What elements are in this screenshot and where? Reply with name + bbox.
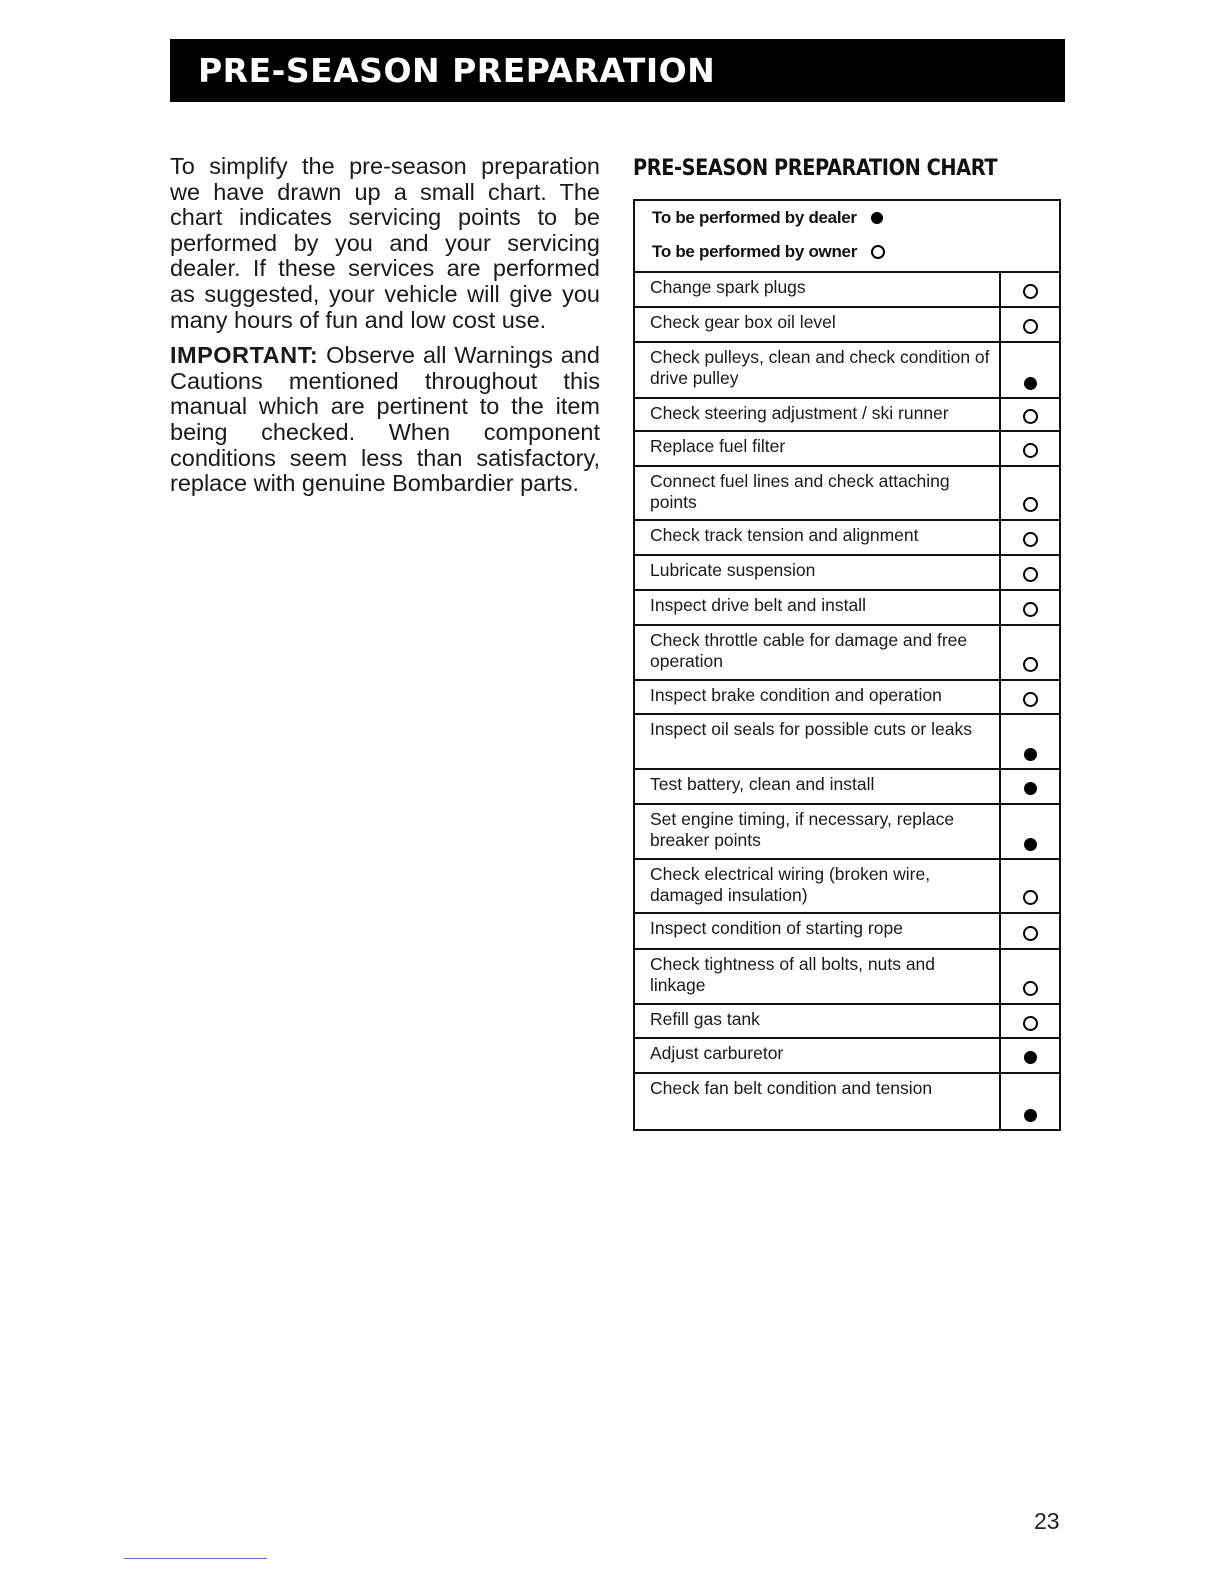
chart-row	[635, 626, 1059, 681]
chart-legend	[635, 201, 1059, 273]
chart-row	[635, 308, 1059, 343]
legend-dealer	[652, 208, 883, 228]
chart-row-task: Inspect oil seals for possible cuts or leaks	[635, 715, 1001, 768]
chart-row	[635, 432, 1059, 467]
chart-row	[635, 273, 1059, 308]
chart-row	[635, 950, 1059, 1005]
chart-row-task: Set engine timing, if necessary, replace breaker points	[635, 805, 1001, 858]
chart-row	[635, 681, 1059, 715]
chart-row	[635, 399, 1059, 432]
filled-dot-icon	[871, 212, 883, 224]
chart-row	[635, 467, 1059, 521]
chart-row-task: Lubricate suspension	[635, 556, 1001, 589]
filled-dot-icon	[1024, 748, 1037, 761]
chart-row-mark	[1001, 591, 1059, 624]
open-circle-icon	[1023, 284, 1038, 299]
chart-row-mark	[1001, 1074, 1059, 1129]
chart-row	[635, 591, 1059, 626]
header-bar	[170, 39, 1065, 102]
chart-row-mark	[1001, 914, 1059, 948]
open-circle-icon	[1023, 602, 1038, 617]
chart-row-task: Check steering adjustment / ski runner	[635, 399, 1001, 430]
open-circle-icon	[1023, 319, 1038, 334]
legend-dealer-label: To be performed by dealer	[652, 208, 857, 227]
open-circle-icon	[1023, 567, 1038, 582]
legend-owner-label: To be performed by owner	[652, 242, 858, 261]
chart-row	[635, 343, 1059, 399]
chart-row-mark	[1001, 308, 1059, 341]
chart-row-mark	[1001, 626, 1059, 679]
chart-row-task: Check gear box oil level	[635, 308, 1001, 341]
chart-row-task: Inspect drive belt and install	[635, 591, 1001, 624]
open-circle-icon	[1023, 443, 1038, 458]
chart-row-mark	[1001, 467, 1059, 519]
filled-dot-icon	[1024, 377, 1037, 390]
chart-row	[635, 770, 1059, 805]
open-circle-icon	[1023, 532, 1038, 547]
chart-row	[635, 805, 1059, 860]
open-circle-icon	[1023, 981, 1038, 996]
chart-row-task: Replace fuel filter	[635, 432, 1001, 465]
chart-row-mark	[1001, 556, 1059, 589]
preparation-chart	[633, 199, 1061, 1131]
filled-dot-icon	[1024, 1051, 1037, 1064]
chart-row-task: Change spark plugs	[635, 273, 1001, 306]
chart-row	[635, 860, 1059, 914]
chart-row	[635, 521, 1059, 556]
chart-row-mark	[1001, 521, 1059, 554]
open-circle-icon	[1023, 926, 1038, 941]
chart-row-task: Check electrical wiring (broken wire, damaged insulation)	[635, 860, 1001, 912]
filled-dot-icon	[1024, 838, 1037, 851]
chart-row-task: Check pulleys, clean and check condition of drive pulley	[635, 343, 1001, 397]
chart-row	[635, 1074, 1059, 1129]
open-circle-icon	[1023, 890, 1038, 905]
important-paragraph	[170, 343, 600, 497]
chart-row	[635, 1005, 1059, 1039]
chart-row	[635, 914, 1059, 950]
chart-row-mark	[1001, 1005, 1059, 1037]
intro-text	[170, 154, 600, 507]
chart-row-task: Check track tension and alignment	[635, 521, 1001, 554]
important-text: Observe all Warnings and Cautions mentioned throughout this manual which are pertinent to the item being checked. When component conditions seem less than satisfactory, replace with genuine Bombardier parts.	[170, 342, 600, 497]
chart-rows	[635, 273, 1059, 1129]
page-number: 23	[1034, 1508, 1060, 1534]
important-label: IMPORTANT:	[170, 342, 319, 369]
chart-row-task: Inspect condition of starting rope	[635, 914, 1001, 948]
chart-row-mark	[1001, 805, 1059, 858]
chart-row-task: Inspect brake condition and operation	[635, 681, 1001, 713]
chart-row-mark	[1001, 1039, 1059, 1072]
page-title: PRE-SEASON PREPARATION	[198, 51, 716, 90]
chart-row-task: Test battery, clean and install	[635, 770, 1001, 803]
chart-row-mark	[1001, 770, 1059, 803]
chart-row-mark	[1001, 343, 1059, 397]
open-circle-icon	[1023, 657, 1038, 672]
chart-row	[635, 715, 1059, 770]
chart-row-mark	[1001, 950, 1059, 1003]
open-circle-icon	[871, 245, 885, 259]
footer-rule	[124, 1558, 267, 1559]
chart-row-mark	[1001, 432, 1059, 465]
filled-dot-icon	[1024, 1109, 1037, 1122]
open-circle-icon	[1023, 1016, 1038, 1031]
chart-row-task: Adjust carburetor	[635, 1039, 1001, 1072]
filled-dot-icon	[1024, 782, 1037, 795]
intro-paragraph: To simplify the pre-season preparation we have drawn up a small chart. The chart indicates servicing points to be performed by you and your servicing dealer. If these services are performed as suggested, your vehicle will give you many hours of fun and low cost use.	[170, 153, 600, 333]
chart-row-task: Connect fuel lines and check attaching points	[635, 467, 1001, 519]
chart-title: PRE-SEASON PREPARATION CHART	[633, 156, 998, 181]
chart-row-mark	[1001, 273, 1059, 306]
legend-owner	[652, 242, 885, 262]
open-circle-icon	[1023, 497, 1038, 512]
chart-row-mark	[1001, 715, 1059, 768]
chart-row-mark	[1001, 681, 1059, 713]
chart-row-task: Check tightness of all bolts, nuts and linkage	[635, 950, 1001, 1003]
chart-row	[635, 556, 1059, 591]
chart-row-mark	[1001, 399, 1059, 430]
chart-row-mark	[1001, 860, 1059, 912]
chart-row-task: Refill gas tank	[635, 1005, 1001, 1037]
chart-row	[635, 1039, 1059, 1074]
open-circle-icon	[1023, 409, 1038, 424]
chart-row-task: Check throttle cable for damage and free operation	[635, 626, 1001, 679]
chart-row-task: Check fan belt condition and tension	[635, 1074, 1001, 1129]
open-circle-icon	[1023, 692, 1038, 707]
